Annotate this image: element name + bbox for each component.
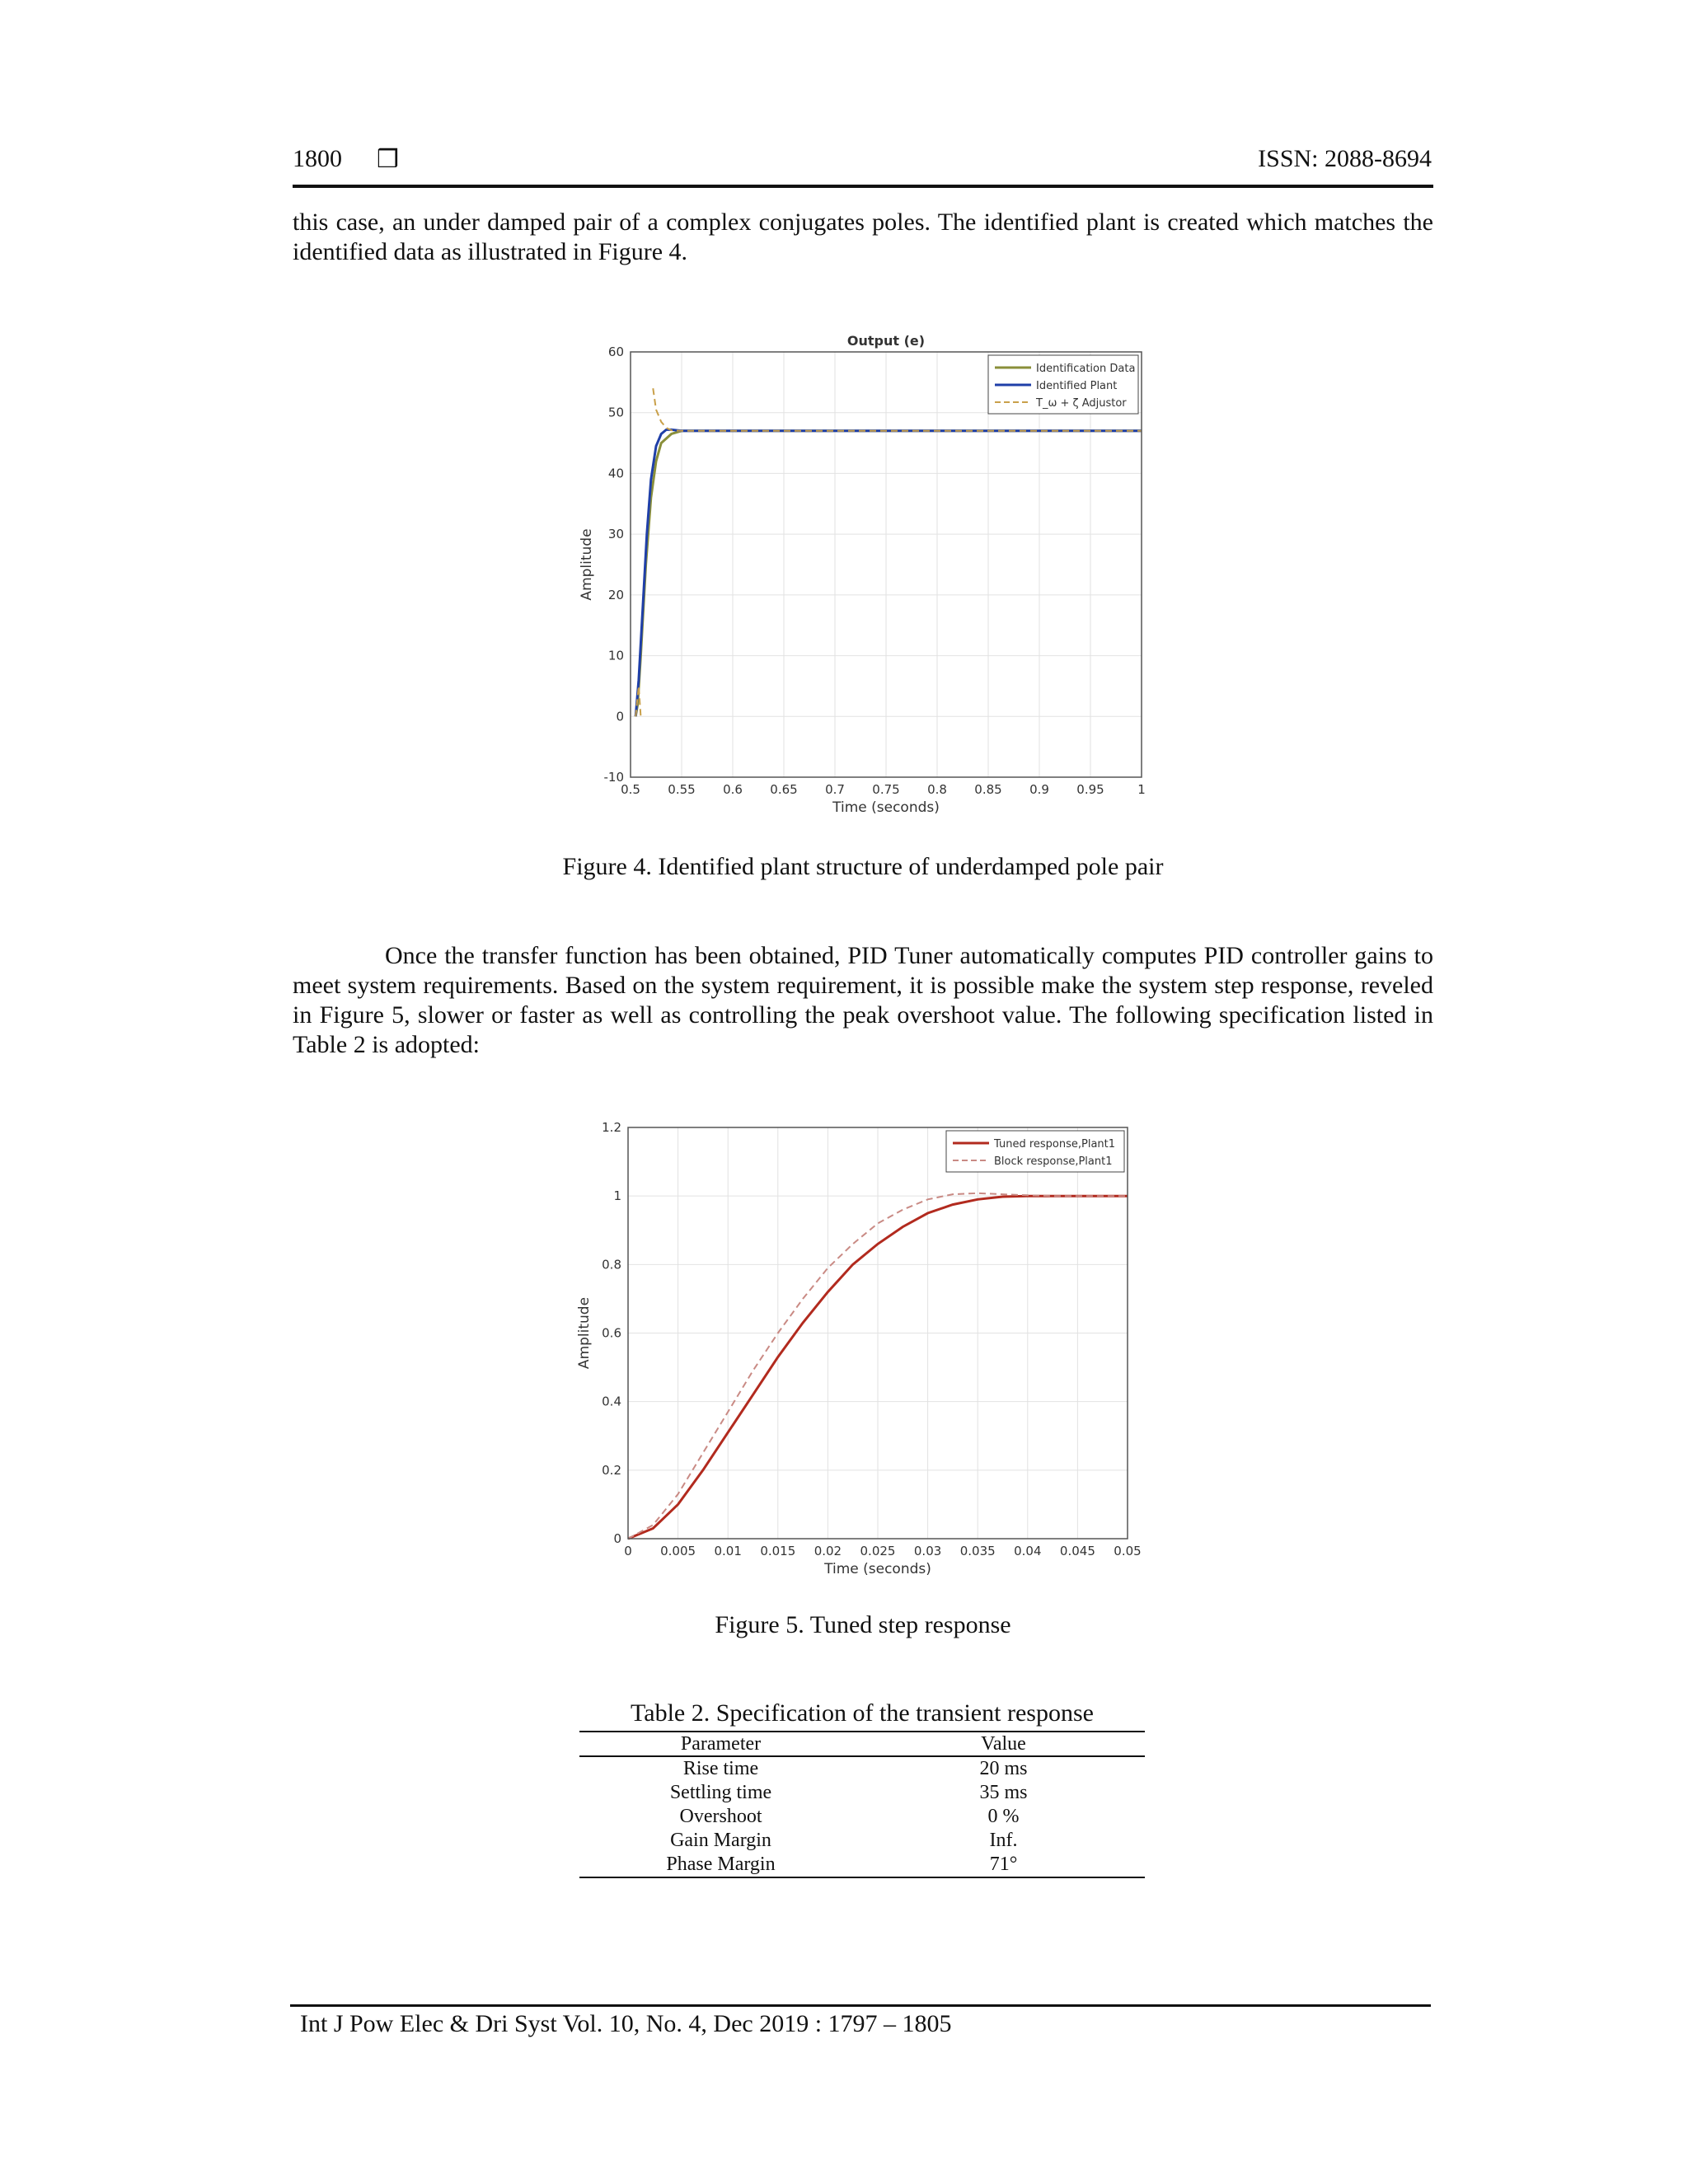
x-tick-label: 0.8 [927, 782, 947, 797]
issn: ISSN: 2088-8694 [1258, 145, 1432, 172]
table-row [579, 1781, 1145, 1805]
x-tick-label: 1 [1137, 782, 1146, 797]
table-cell-parameter: Rise time [682, 1758, 759, 1779]
table-cell-value: 35 ms [979, 1782, 1028, 1803]
y-axis-label: Amplitude [579, 528, 595, 601]
chart-title: Output (e) [846, 333, 926, 349]
paragraph-continuation: this case, an under damped pair of a complex conjugates poles. The identified plant is created which matches the identified data as illustrated in Figure 4. [293, 209, 1433, 265]
figure-4-chart [569, 326, 1154, 828]
page-footer [290, 2004, 1431, 2038]
x-tick-label: 0.55 [668, 782, 696, 797]
y-tick-label: 0.2 [602, 1462, 621, 1478]
spec-table [579, 1731, 1145, 1878]
figure-4-svg [569, 326, 1154, 828]
table-row [579, 1805, 1145, 1829]
x-axis-label: Time (seconds) [824, 1561, 931, 1577]
x-tick-label: 0.05 [1114, 1544, 1142, 1558]
header-parameter: Parameter [579, 1732, 862, 1756]
figure-5-chart [569, 1113, 1154, 1591]
figure-4-caption: Figure 4. Identified plant structure of underdamped pole pair [562, 853, 1164, 880]
table-cell-parameter: Overshoot [679, 1806, 762, 1827]
y-tick-label: 20 [607, 587, 624, 602]
x-tick-label: 0.04 [1014, 1544, 1042, 1558]
x-tick-label: 0.9 [1029, 782, 1049, 797]
figure-5-svg [569, 1113, 1154, 1591]
x-tick-label: 0.005 [660, 1544, 696, 1558]
y-tick-label: 60 [607, 344, 624, 359]
table-row [579, 1829, 1145, 1853]
page-number: 1800 [293, 145, 342, 172]
legend-label: Block response,Plant1 [994, 1155, 1113, 1168]
y-axis-label: Amplitude [576, 1296, 593, 1370]
legend-label: Tuned response,Plant1 [994, 1138, 1116, 1151]
legend-label: Identification Data [1036, 363, 1136, 375]
x-tick-label: 0.015 [760, 1544, 796, 1558]
y-tick-label: 50 [607, 405, 624, 420]
x-tick-label: 0.95 [1076, 782, 1104, 797]
table-cell-value: 71° [862, 1853, 1145, 1877]
x-tick-label: 0.85 [974, 782, 1002, 797]
table-2 [579, 1699, 1145, 1878]
table-row [579, 1756, 1145, 1781]
table-cell-value: Inf. [989, 1830, 1018, 1851]
x-tick-label: 0.045 [1059, 1544, 1095, 1558]
x-tick-label: 0.02 [814, 1544, 842, 1558]
square-separator-icon: ❒ [377, 145, 399, 174]
x-tick-label: 0.03 [913, 1544, 942, 1558]
y-tick-label: 10 [607, 648, 624, 663]
x-tick-label: 0.6 [723, 782, 743, 797]
x-tick-label: 0 [624, 1544, 632, 1558]
x-tick-label: 0.75 [872, 782, 900, 797]
table-cell-value: 0 % [987, 1806, 1020, 1827]
paragraph-pid-tuner: Once the transfer function has been obtained, PID Tuner automatically computes PID controller gains to meet system requirements. Based on the system requirement, it is possible make the system step response, reveled in Figure 5, slower or faster as well as controlling the peak overshoot value. The following specification listed in Table 2 is adopted: [293, 942, 1433, 1058]
y-tick-label: 0 [616, 709, 624, 724]
x-tick-label: 0.01 [714, 1544, 742, 1558]
table-cell-parameter: Gain Margin [670, 1830, 771, 1851]
x-tick-label: 0.025 [860, 1544, 896, 1558]
x-axis-label: Time (seconds) [832, 799, 940, 816]
table-cell-parameter: Phase Margin [579, 1853, 862, 1877]
y-tick-label: -10 [603, 770, 624, 785]
y-tick-label: 1.2 [602, 1120, 621, 1135]
legend-label: Identified Plant [1036, 380, 1118, 392]
y-tick-label: 0.8 [602, 1257, 621, 1272]
table-cell-parameter: Settling time [669, 1782, 772, 1803]
table-cell-value: 20 ms [979, 1758, 1028, 1779]
x-tick-label: 0.035 [959, 1544, 996, 1558]
y-tick-label: 0 [613, 1531, 621, 1546]
table-2-title: Table 2. Specification of the transient response [631, 1699, 1094, 1727]
y-tick-label: 0.4 [602, 1394, 621, 1409]
y-tick-label: 40 [607, 466, 624, 481]
page-header [293, 145, 1433, 188]
table-row [579, 1853, 1145, 1877]
figure-5-caption: Figure 5. Tuned step response [715, 1611, 1011, 1638]
x-tick-label: 0.65 [770, 782, 798, 797]
y-tick-label: 0.6 [602, 1325, 621, 1341]
table-header-row [579, 1732, 1145, 1756]
y-tick-label: 1 [613, 1188, 621, 1204]
y-tick-label: 30 [607, 527, 624, 542]
x-tick-label: 0.5 [621, 782, 640, 797]
footer-citation: Int J Pow Elec & Dri Syst Vol. 10, No. 4, Dec 2019 : 1797 – 1805 [300, 2010, 952, 2037]
header-value: Value [862, 1732, 1145, 1756]
x-tick-label: 0.7 [825, 782, 845, 797]
legend-label: T_ω + ζ Adjustor [1036, 397, 1127, 410]
